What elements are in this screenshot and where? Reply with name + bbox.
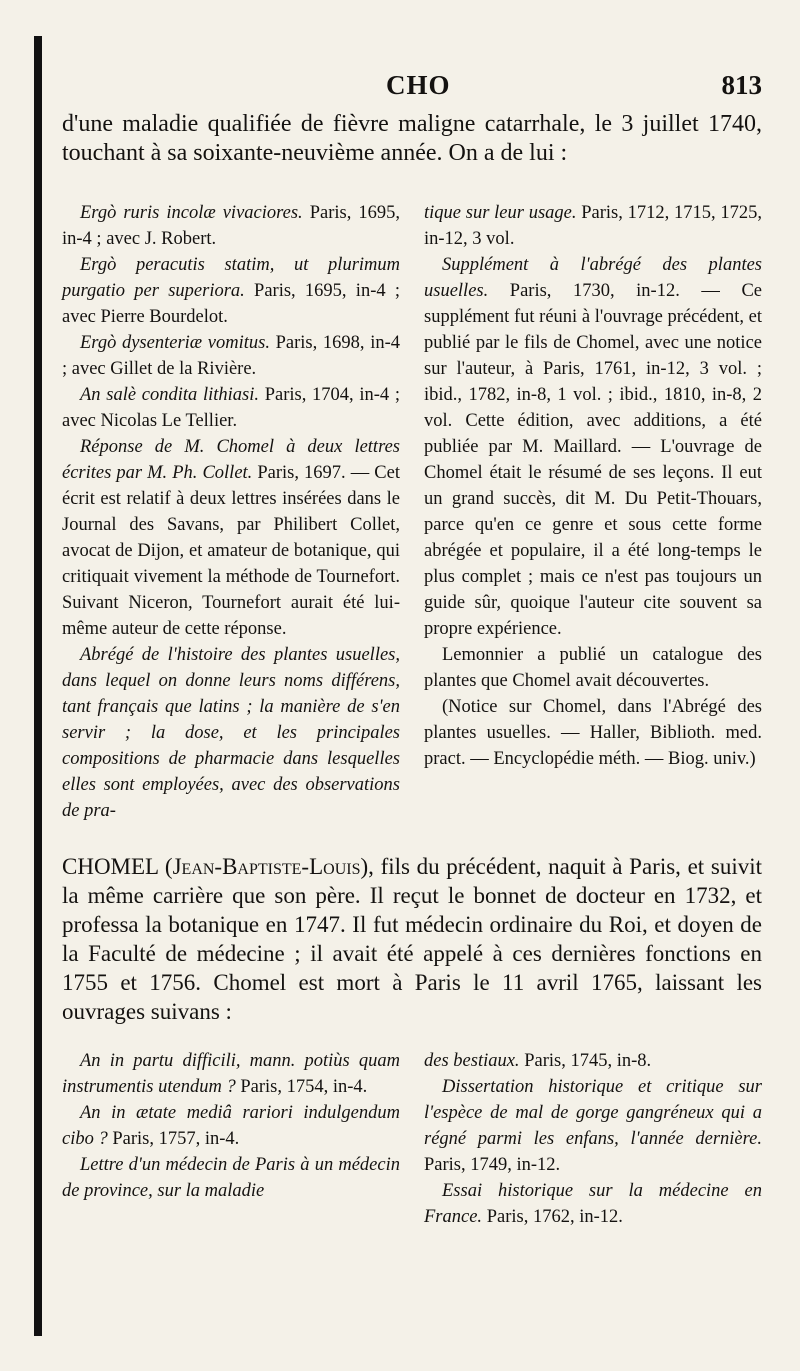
work-details: Paris, 1745, in-8. — [519, 1051, 652, 1071]
bibliography-item — [62, 434, 400, 642]
right-column-2 — [424, 1048, 762, 1230]
work-title: tique sur leur usage. — [424, 203, 577, 223]
biography-entry — [62, 852, 762, 1026]
work-title: An in ætate mediâ rariori indulgendum cibo ? — [62, 1103, 400, 1149]
bibliography-item — [424, 694, 762, 772]
bibliography-item — [424, 252, 762, 642]
left-column — [62, 200, 400, 824]
page-header — [62, 70, 762, 110]
work-details: Paris, 1730, in-12. — Ce supplément fut réuni à l'ouvrage précédent, et publié par le fils de Chomel, avec une notice sur l'auteur, à Paris, 1761, in-12, 3 vol. ; ibid., 1782, in-8, 1 vol. ; ibid., 1810, in-8, 2 vol. Cette édition, avec additions, a été publiée par M. Maillard. — L'ouvrage de Chomel était le résumé de ses leçons. Il eut un grand succès, dit M. Du Petit-Thouars, parce qu'en ce genre et sous cette forme abrégée et populaire, il a été long-temps le plus complet ; mais ce n'est pas toujours un guide sûr, quoique l'auteur cite souvent sa propre expérience. — [424, 281, 762, 639]
bibliography-item — [62, 252, 400, 330]
bibliography-columns — [62, 200, 762, 824]
page-binding-edge — [34, 36, 42, 1336]
work-details: Paris, 1754, in-4. — [235, 1077, 368, 1097]
work-details: (Notice sur Chomel, dans l'Abrégé des plantes usuelles. — Haller, Biblioth. med. pract. — Encyclopédie méth. — Biog. univ.) — [424, 697, 762, 769]
bibliography-item — [62, 642, 400, 824]
work-title: Ergò dysenteriæ vomitus. — [80, 333, 270, 353]
work-title: Abrégé de l'histoire des plantes usuelles, dans lequel on donne leurs noms différens, tant français que latins ; la manière de s'en servir ; la dose, et les principales compositions de pharmacie dans lesquelles elles sont employées, avec des observations de pra- — [62, 645, 400, 821]
entry-name: CHOMEL (Jean-Baptiste-Louis), — [62, 854, 374, 879]
bibliography-item — [424, 1178, 762, 1230]
work-details: Paris, 1697. — Cet écrit est relatif à deux lettres insérées dans le Journal des Savans, par Philibert Collet, avocat de Dijon, et amateur de botanique, qui critiquait vivement la méthode de Tournefort. Suivant Niceron, Tournefort aurait été lui-même auteur de cette réponse. — [62, 463, 400, 639]
work-title: Lettre d'un médecin de Paris à un médecin de province, sur la maladie — [62, 1155, 400, 1201]
bibliography-item — [62, 1152, 400, 1204]
work-title: Essai historique sur la médecine en France. — [424, 1181, 762, 1227]
work-title: An in partu difficili, mann. potiùs quam instrumentis utendum ? — [62, 1051, 400, 1097]
work-title: Ergò ruris incolæ vivaciores. — [80, 203, 303, 223]
work-title: Supplément à l'abrégé des plantes usuelles. — [424, 255, 762, 301]
work-details: Paris, 1695, in-4 ; avec Pierre Bourdelot. — [62, 281, 400, 327]
entry-text: fils du précédent, naquit à Paris, et suivit la même carrière que son père. Il reçut le bonnet de docteur en 1732, et professa la botanique en 1747. Il fut médecin ordinaire du Roi, et doyen de la Faculté de médecine ; il avait été appelé à ces dernières fonctions en 1755 et 1756. Chomel est mort à Paris le 11 avril 1765, laissant les ouvrages suivans : — [62, 854, 762, 1024]
work-title: Dissertation historique et critique sur l'espèce de mal de gorge gangréneux qui a régné parmi les enfans, l'année dernière. — [424, 1077, 762, 1149]
bibliography-item — [424, 1048, 762, 1074]
bibliography-item — [62, 330, 400, 382]
bibliography-item — [424, 200, 762, 252]
book-page — [62, 70, 762, 1230]
bibliography-item — [424, 642, 762, 694]
page-number: 813 — [721, 70, 762, 100]
work-details: Paris, 1749, in-12. — [424, 1155, 561, 1175]
work-title: des bestiaux. — [424, 1051, 520, 1071]
work-title: An salè condita lithiasi. — [80, 385, 259, 405]
work-title: Ergò peracutis statim, ut plurimum purgatio per superiora. — [62, 255, 400, 301]
bibliography-item — [424, 1074, 762, 1178]
work-details: Paris, 1757, in-4. — [107, 1129, 240, 1149]
intro-paragraph: d'une maladie qualifiée de fièvre maligne catarrhale, le 3 juillet 1740, touchant à sa soixante-neuvième année. On a de lui : — [62, 111, 762, 166]
work-details: Paris, 1698, in-4 ; avec Gillet de la Rivière. — [62, 333, 400, 379]
bibliography-item — [62, 1048, 400, 1100]
work-details: Paris, 1712, 1715, 1725, in-12, 3 vol. — [424, 203, 762, 249]
bibliography-item — [62, 382, 400, 434]
bibliography-item — [62, 200, 400, 252]
work-details: Paris, 1695, in-4 ; avec J. Robert. — [62, 203, 400, 249]
work-details: Lemonnier a publié un catalogue des plantes que Chomel avait découvertes. — [424, 645, 762, 691]
bibliography-item — [62, 1100, 400, 1152]
right-column — [424, 200, 762, 824]
left-column-2 — [62, 1048, 400, 1230]
running-head: CHO — [386, 70, 451, 100]
works-columns — [62, 1048, 762, 1230]
work-details: Paris, 1762, in-12. — [482, 1207, 623, 1227]
work-details: Paris, 1704, in-4 ; avec Nicolas Le Tellier. — [62, 385, 400, 431]
work-title: Réponse de M. Chomel à deux lettres écrites par M. Ph. Collet. — [62, 437, 400, 483]
